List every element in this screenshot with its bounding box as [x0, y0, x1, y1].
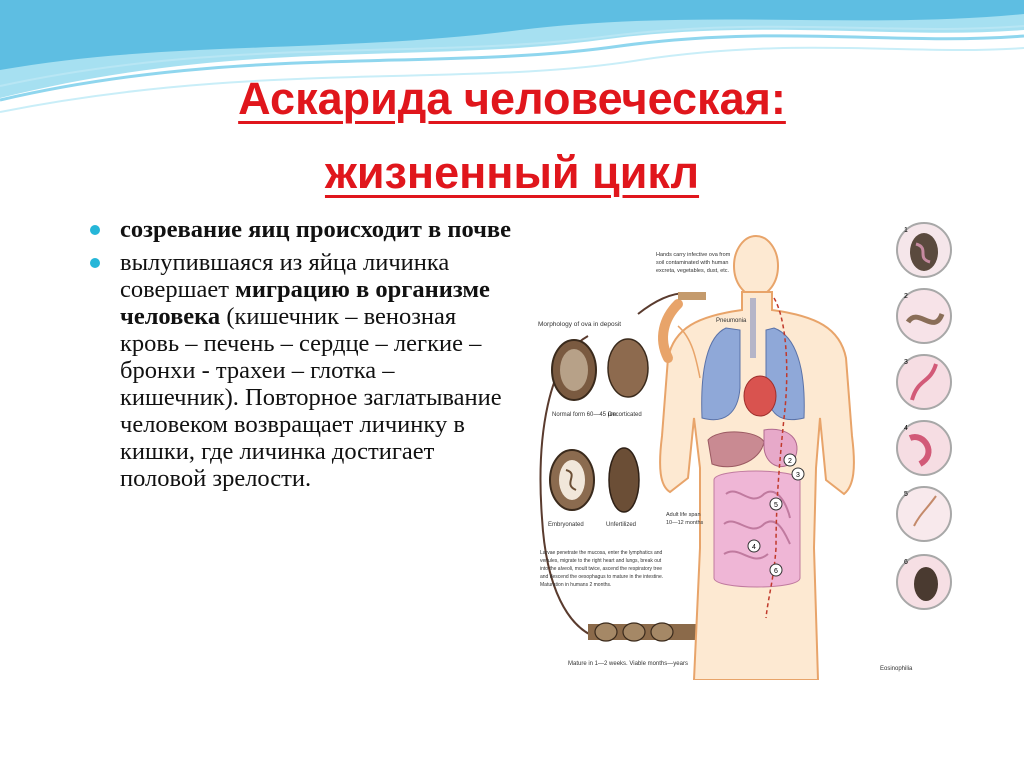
step-number-5: 5 [774, 502, 778, 509]
bullet-dot-icon [90, 258, 100, 268]
ovum-embryonated-core [559, 460, 585, 500]
step-number-2: 2 [788, 458, 792, 465]
inset-number-4: 4 [904, 425, 908, 432]
slide-title [0, 62, 1024, 210]
inset-egg-2-icon [914, 567, 938, 601]
ova-unfertilized-label: Unfertilized [606, 522, 637, 528]
ova-decorticated-label: Decorticated [608, 412, 642, 418]
food-item [678, 292, 706, 300]
bullet-2-text-end: (кишечник – венозная кровь – печень – сердце – легкие – бронхи - трахеи – глотка – кишечник). Повторное заглатывание человеком возвращает личинку в кишки, где личинка достигает половой зрелости. [120, 303, 502, 492]
step-number-6: 6 [774, 568, 778, 575]
inset-number-2: 2 [904, 293, 908, 300]
bullet-item-1 [88, 216, 518, 243]
soil-egg-3 [651, 623, 673, 641]
step-number-3: 3 [796, 472, 800, 479]
ova-embryonated-label: Embryonated [548, 522, 584, 528]
larvae-note-2: venules, migrate to the right heart and lungs, break out [540, 558, 662, 564]
title-line-1: Аскарида человеческая: [238, 73, 786, 124]
heart [744, 376, 776, 416]
ascaris-life-cycle-diagram [528, 218, 958, 680]
larva-stage-insets [897, 223, 951, 609]
bullet-dot-icon [90, 225, 100, 235]
soil-egg-2 [623, 623, 645, 641]
adult-life-label-2: 10—12 months [666, 520, 704, 526]
human-body [660, 236, 854, 680]
larvae-note-3: into the alveoli, moult twice, ascend the respiratory tree [540, 566, 663, 572]
hands-note-3: excreta, vegetables, dust, etc. [656, 268, 730, 274]
ova-heading: Morphology of ova in deposit [538, 321, 622, 328]
bullet-2-text-start: вылупившаяся из яйца личинка совершает [120, 249, 450, 303]
ova-normal-label: Normal form 60—45 μm [552, 412, 617, 418]
adult-life-label-1: Adult life span [666, 512, 701, 518]
larvae-note-5: Maturation in humans 2 months. [540, 582, 612, 588]
bullet-2-text-bold: миграцию в организме человека [120, 276, 490, 330]
inset-number-6: 6 [904, 559, 908, 566]
bullet-list [88, 216, 518, 498]
pneumonia-label: Pneumonia [716, 318, 747, 324]
hands-note-2: soil contaminated with human [656, 260, 729, 266]
bullet-item-2 [88, 249, 518, 492]
ovum-unfertilized-icon [609, 448, 639, 512]
hands-note-1: Hands carry infective ova from [656, 252, 731, 258]
eosinophilia-label: Eosinophilia [880, 666, 913, 672]
ovum-decorticated-icon [608, 339, 648, 397]
mature-note: Mature in 1—2 weeks. Viable months—years [568, 661, 688, 667]
step-number-4: 4 [752, 544, 756, 551]
title-line-2: жизненный цикл [324, 147, 700, 198]
inset-number-3: 3 [904, 359, 908, 366]
inset-number-5: 5 [904, 491, 908, 498]
larvae-note-4: and descend the oesophagus to mature in the intestine. [540, 574, 664, 580]
ovum-normal-core [560, 349, 588, 391]
bullet-1-text: созревание яиц происходит в почве [120, 216, 511, 243]
soil-egg-1 [595, 623, 617, 641]
inset-number-1: 1 [904, 227, 908, 234]
larvae-note-1: Larvae penetrate the mucosa, enter the lymphatics and [540, 550, 663, 556]
